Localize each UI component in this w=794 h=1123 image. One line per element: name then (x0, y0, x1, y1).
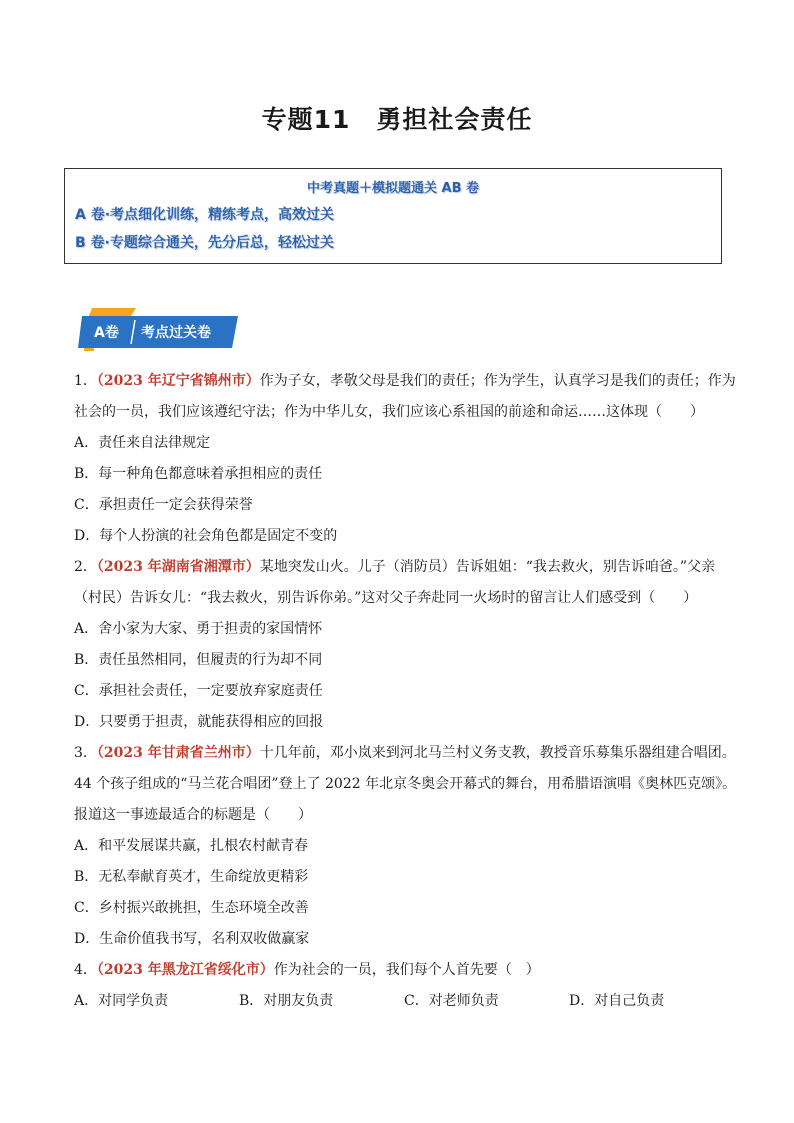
question-text: 某地突发山火。儿子（消防员）告诉姐姐：“我去救火，别告诉咱爸。”父亲 (259, 559, 716, 575)
question-stem (74, 552, 734, 583)
badge-part-b: 考点过关卷 (141, 325, 211, 341)
question-text: 作为子女，孝敬父母是我们的责任；作为学生，认真学习是我们的责任；作为 (259, 373, 736, 389)
question-stem (74, 366, 734, 397)
question-text: 44 个孩子组成的“马兰花合唱团”登上了 2022 年北京冬奥会开幕式的舞台，用希腊语演唱《奥林匹克颂》。 (74, 776, 737, 792)
question-source: （2023 年甘肃省兰州市） (96, 745, 260, 761)
option-b: B．无私奉献育英才，生命绽放更精彩 (74, 869, 309, 885)
intro-heading: 中考真题＋模拟题通关 AB 卷 (306, 181, 480, 196)
intro-box (64, 168, 722, 264)
question-number: 1． (74, 373, 97, 389)
question-number: 2． (74, 559, 97, 575)
badge-part-a: A卷 (94, 325, 119, 341)
page-title: 专题11 勇担社会责任 (261, 105, 533, 134)
question-list (74, 366, 737, 1017)
question-stem (74, 738, 734, 769)
option-b: B．对朋友负责 (239, 993, 334, 1009)
question-number: 3． (74, 745, 97, 761)
intro-line-b: B 卷·专题综合通关，先分后总，轻松过关 (75, 235, 334, 251)
section-badge (78, 308, 238, 354)
option-d: D．每个人扮演的社会角色都是固定不变的 (74, 528, 338, 544)
question-source: （2023 年辽宁省锦州市） (96, 373, 260, 389)
question-number: 4． (74, 962, 97, 978)
question-stem (74, 955, 734, 986)
question-text: 作为社会的一员，我们每个人首先要（ ） (273, 962, 540, 978)
question-text: 社会的一员，我们应该遵纪守法；作为中华儿女，我们应该心系祖国的前途和命运……这体现（ ） (74, 404, 704, 420)
question-3 (74, 738, 737, 955)
option-a: A．对同学负责 (74, 993, 169, 1009)
question-source: （2023 年黑龙江省绥化市） (96, 962, 274, 978)
option-row (74, 986, 734, 1017)
intro-line-a: A 卷·考点细化训练，精练考点，高效过关 (75, 207, 335, 223)
option-d: D．对自己负责 (569, 993, 665, 1009)
option-c: C．乡村振兴敢挑担，生态环境全改善 (74, 900, 309, 916)
question-4 (74, 955, 734, 1017)
option-c: C．承担责任一定会获得荣誉 (74, 497, 253, 513)
option-a: A．舍小家为大家、勇于担责的家国情怀 (74, 621, 323, 637)
question-1 (74, 366, 734, 552)
option-d: D．生命价值我书写，名利双收做赢家 (74, 931, 310, 947)
question-text: 十几年前，邓小岚来到河北马兰村义务支教，教授音乐募集乐器组建合唱团。 (259, 745, 736, 761)
option-a: A．和平发展谋共赢，扎根农村献青春 (74, 838, 309, 854)
question-2 (74, 552, 734, 738)
option-c: C．承担社会责任，一定要放弃家庭责任 (74, 683, 323, 699)
option-c: C．对老师负责 (404, 993, 499, 1009)
question-text: 报道这一事迹最适合的标题是（ ） (74, 807, 312, 823)
question-source: （2023 年湖南省湘潭市） (96, 559, 260, 575)
question-text: （村民）告诉女儿：“我去救火，别告诉你弟。”这对父子奔赴同一火场时的留言让人们感受到（ ） (74, 590, 698, 606)
option-d: D．只要勇于担责，就能获得相应的回报 (74, 714, 324, 730)
option-a: A．责任来自法律规定 (74, 435, 211, 451)
option-b: B．责任虽然相同，但履责的行为却不同 (74, 652, 323, 668)
option-b: B．每一种角色都意味着承担相应的责任 (74, 466, 323, 482)
